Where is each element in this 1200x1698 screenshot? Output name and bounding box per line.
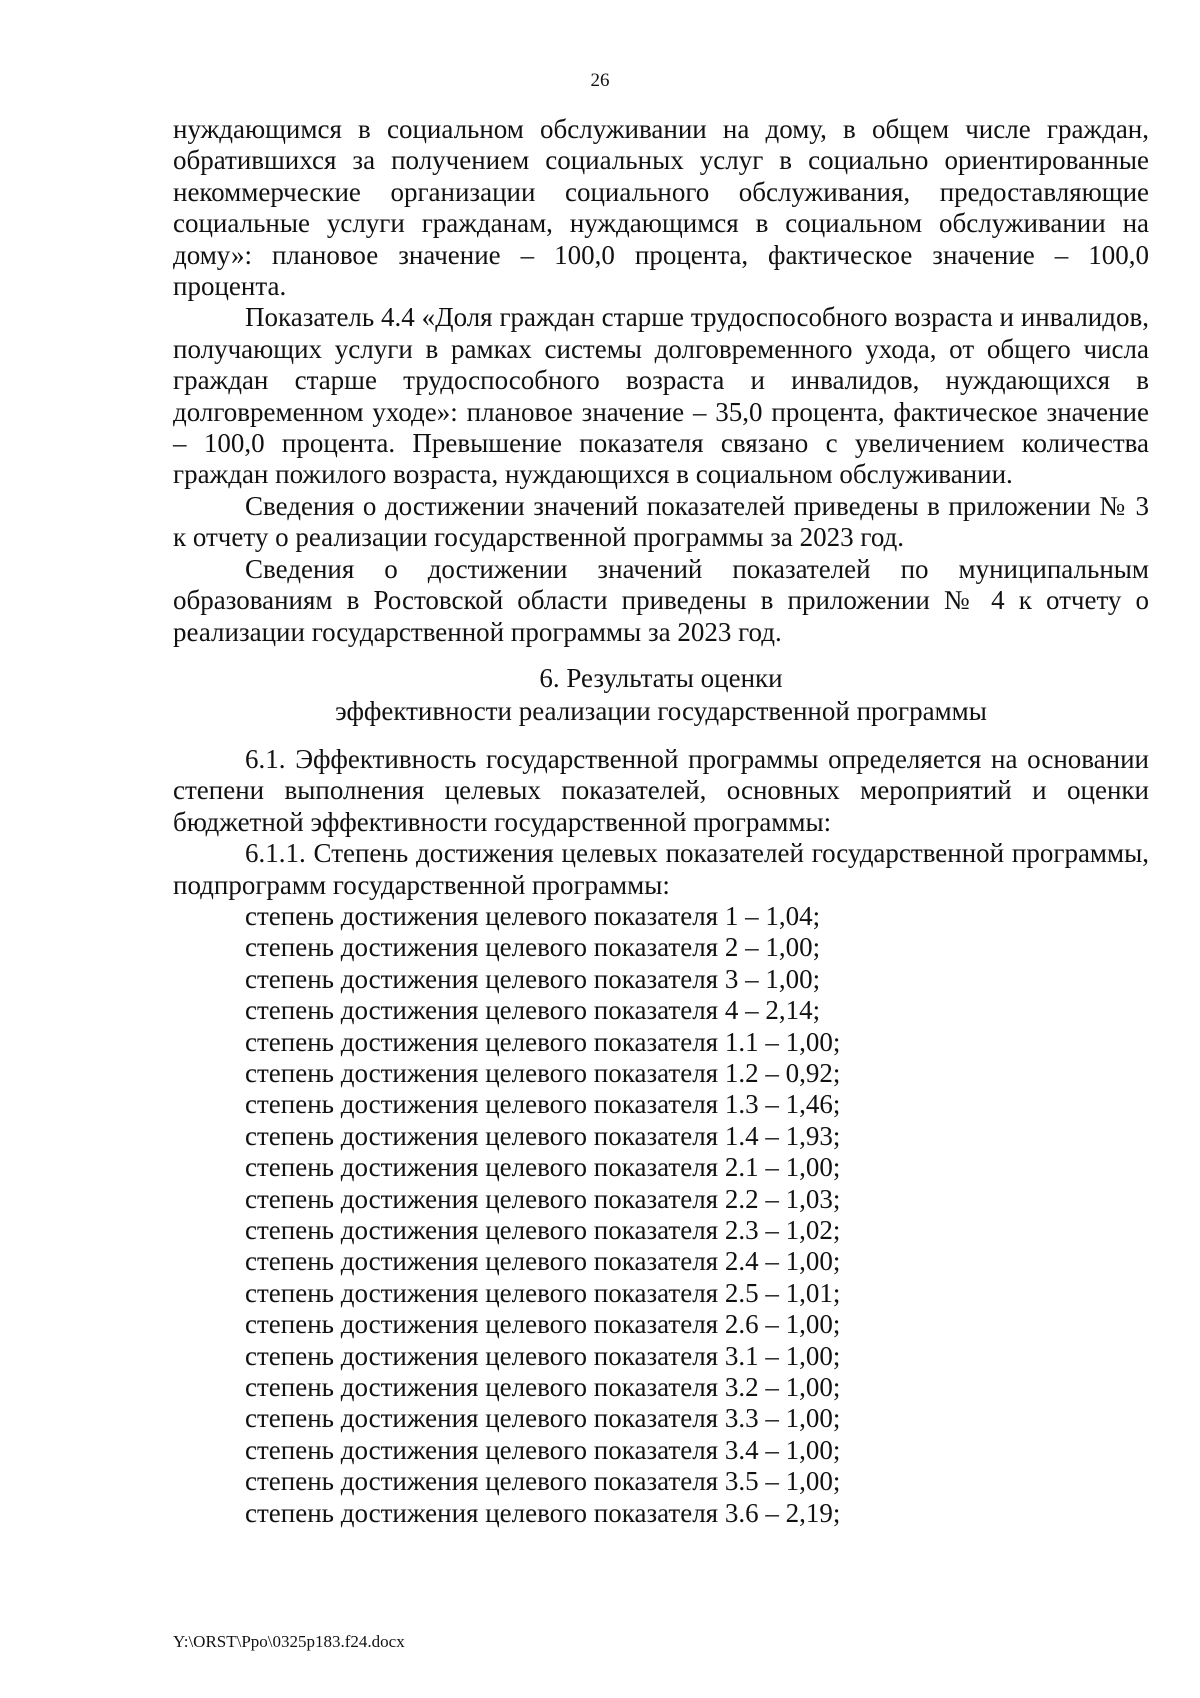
indicator-list-item: степень достижения целевого показателя 2.2 – 1,03; (245, 1183, 841, 1214)
intro-paragraph: нуждающимся в социальном обслуживании на дому, в общем числе граждан, обратившихся за получением социальных услуг в социально ориентированные некоммерческие организации социального обслуживания, предоставляющие социальные услуги гражданам, нуждающимся в социальном обслуживании на дому»: плановое значение – 100,0 процента, фактическое значение – 100,0 процента. (173, 114, 1149, 302)
section-heading-line-2: эффективности реализации государственной программы (335, 695, 987, 726)
page-number: 26 (590, 70, 610, 91)
indicator-list-item: степень достижения целевого показателя 2 – 1,00; (245, 932, 821, 963)
section-heading (173, 662, 1149, 728)
indicator-list-item: степень достижения целевого показателя 3 – 1,00; (245, 963, 821, 994)
indicator-list (173, 901, 1149, 1529)
intro-paragraph: Сведения о достижении значений показателей по муниципальным образованиям в Ростовской области приведены в приложении № 4 к отчету о реализации государственной программы за 2023 год. (173, 553, 1149, 647)
document-body (173, 114, 1149, 1529)
indicator-list-item: степень достижения целевого показателя 3.3 – 1,00; (245, 1403, 841, 1434)
indicator-list-item: степень достижения целевого показателя 3.2 – 1,00; (245, 1372, 841, 1403)
indicator-list-item: степень достижения целевого показателя 1.4 – 1,93; (245, 1120, 841, 1151)
indicator-list-item: степень достижения целевого показателя 2.5 – 1,01; (245, 1277, 841, 1308)
intro-paragraphs (173, 114, 1149, 648)
indicator-list-item: степень достижения целевого показателя 1.3 – 1,46; (245, 1089, 841, 1120)
indicator-list-item: степень достижения целевого показателя 4 – 2,14; (245, 995, 821, 1026)
intro-paragraph: Сведения о достижении значений показателей приведены в приложении № 3 к отчету о реализации государственной программы за 2023 год. (173, 490, 1149, 553)
indicator-list-item: степень достижения целевого показателя 3.5 – 1,00; (245, 1466, 841, 1497)
indicator-list-item: степень достижения целевого показателя 2.4 – 1,00; (245, 1246, 841, 1277)
indicator-list-item: степень достижения целевого показателя 2.6 – 1,00; (245, 1309, 841, 1340)
section-paragraph: 6.1. Эффективность государственной программы определяется на основании степени выполнения целевых показателей, основных мероприятий и оценки бюджетной эффективности государственной программы: (173, 743, 1149, 837)
indicator-list-item: степень достижения целевого показателя 1.1 – 1,00; (245, 1026, 841, 1057)
indicator-list-item: степень достижения целевого показателя 3.6 – 2,19; (245, 1497, 841, 1528)
indicator-list-item: степень достижения целевого показателя 1.2 – 0,92; (245, 1057, 841, 1088)
section-heading-line-1: 6. Результаты оценки (539, 662, 783, 693)
section-paragraph: 6.1.1. Степень достижения целевых показателей государственной программы, подпрограмм государственной программы: (173, 838, 1149, 900)
indicator-list-item: степень достижения целевого показателя 2.1 – 1,00; (245, 1152, 841, 1183)
indicator-list-item: степень достижения целевого показателя 1 – 1,04; (245, 900, 821, 931)
indicator-list-item: степень достижения целевого показателя 3.1 – 1,00; (245, 1340, 841, 1371)
file-path-footer: Y:\ORST\Ppo\0325p183.f24.docx (173, 1632, 405, 1651)
intro-paragraph: Показатель 4.4 «Доля граждан старше трудоспособного возраста и инвалидов, получающих услуги в рамках системы долговременного ухода, от общего числа граждан старше трудоспособного возраста и инвалидов, нуждающихся в долговременном уходе»: плановое значение – 35,0 процента, фактическое значение – 100,0 процента. Превышение показателя связано с увеличением количества граждан пожилого возраста, нуждающихся в социальном обслуживании. (173, 302, 1149, 490)
indicator-list-item: степень достижения целевого показателя 3.4 – 1,00; (245, 1434, 841, 1465)
indicator-list-item: степень достижения целевого показателя 2.3 – 1,02; (245, 1215, 841, 1245)
section-paragraphs (173, 744, 1149, 901)
